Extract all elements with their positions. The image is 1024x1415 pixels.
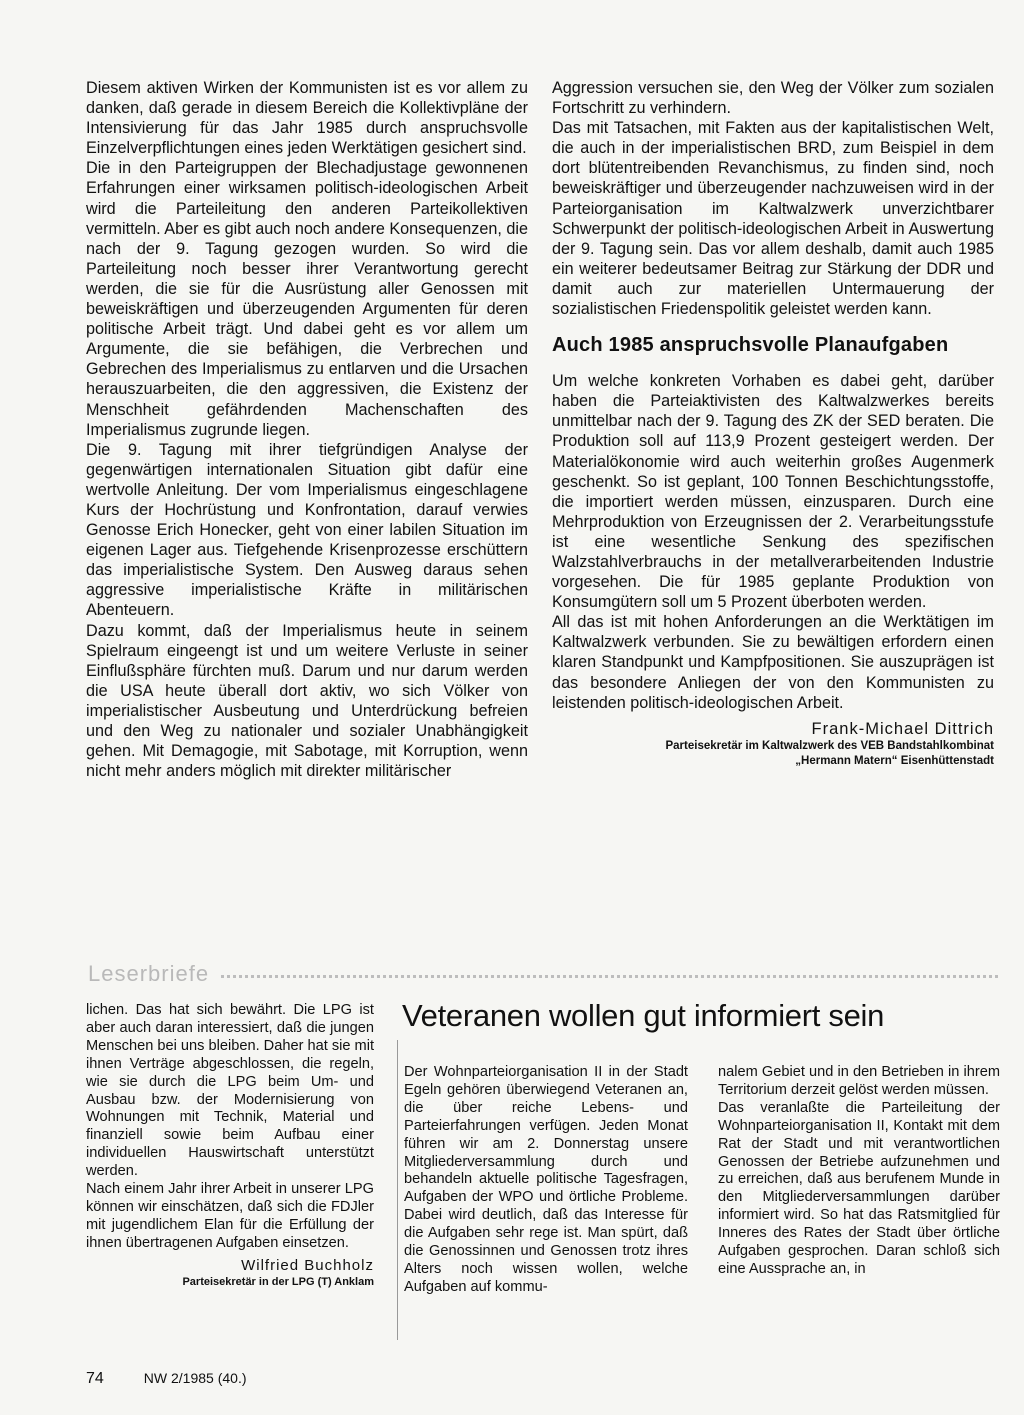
paragraph: nalem Gebiet und in den Betrieben in ihrem Territorium derzeit gelöst werden müssen. bbox=[718, 1064, 1000, 1098]
page-number: 74 bbox=[86, 1370, 104, 1387]
author-name: Frank-Michael Dittrich bbox=[811, 719, 994, 738]
upper-right-column bbox=[552, 78, 994, 769]
section-label: Leserbriefe bbox=[88, 961, 210, 986]
subheading: Auch 1985 anspruchsvolle Planaufgaben bbox=[552, 334, 949, 357]
paragraph: Nach einem Jahr ihrer Arbeit in unserer LPG können wir einschätzen, daß sich die FDJler mit jugendlichem Elan für die Erfüllung der ihnen übertragenen Aufgaben einsetzen. bbox=[86, 1181, 374, 1251]
letter-headline: Veteranen wollen gut informiert sein bbox=[402, 998, 885, 1033]
author-role bbox=[552, 739, 994, 769]
author-role-line: „Hermann Matern“ Eisenhüttenstadt bbox=[795, 754, 994, 767]
paragraph: Dazu kommt, daß der Imperialismus heute in seinem Spielraum eingeengt ist und um weitere Verluste in seiner Einflußsphäre fürchten muß. Darum und nur darum werden die USA heute überall dort aktiv, wo sich Völker von imperialistischer Ausbeutung und Unterdrückung befreien und den Weg zu nationaler und sozialer Unabhängigkeit gehen. Mit Demagogie, mit Sabotage, mit Korruption, wenn nicht mehr anders möglich mit direkter militärischer bbox=[86, 621, 528, 781]
dotted-rule bbox=[221, 975, 998, 978]
paragraph: lichen. Das hat sich bewährt. Die LPG ist aber auch daran interessiert, daß die jungen Menschen bei uns bleiben. Daher hat sie mit ihnen Verträge abgeschlossen, die regeln, wie sie durch die LPG beim Um- und Ausbau bzw. der Modernisierung von Wohnungen mit Technik, Material und finanziell sowie beim Aufbau einer individuellen Hauswirtschaft unterstützt werden. bbox=[86, 1002, 374, 1180]
paragraph: Der Wohnparteiorganisation II in der Stadt Egeln gehören überwiegend Veteranen an, die über reiche Lebens- und Parteierfahrungen verfügen. Jeden Monat führen wir am 2. Donnerstag unsere Mitgliederversammlung durch und behandeln aktuelle politische Tagesfragen, Aufgaben der WPO und örtliche Probleme. Dabei wird deutlich, daß das Interesse für die Aufgaben sehr rege ist. Man spürt, daß die Genossinnen und Genossen trotz ihres Alters noch wissen wollen, welche Aufgaben auf kommu- bbox=[404, 1064, 688, 1295]
author-name: Wilfried Buchholz bbox=[241, 1256, 374, 1274]
paragraph: Das veranlaßte die Parteileitung der Wohnparteiorganisation II, Kontakt mit dem Rat der Stadt und mit verantwortlichen Genossen der Betriebe aufzunehmen und zu erreichen, daß aus berufenem Munde in den Mitgliederversammlungen darüber informiert wird. So hat das Ratsmitglied für Inneres des Rates der Stadt über örtliche Aufgaben gesprochen. Daran schloß sich eine Aussprache an, in bbox=[718, 1099, 1000, 1277]
page-footer bbox=[86, 1370, 247, 1388]
lower-left-column bbox=[86, 1002, 374, 1290]
paragraph: Aggression versuchen sie, den Weg der Völker zum sozialen Fortschritt zu verhindern. bbox=[552, 79, 994, 118]
section-header bbox=[88, 960, 998, 988]
author-role-line: Parteisekretär im Kaltwalzwerk des VEB Bandstahlkombinat bbox=[665, 739, 994, 752]
upper-left-column bbox=[86, 78, 528, 781]
letter-column-left bbox=[404, 1064, 688, 1297]
paragraph: All das ist mit hohen Anforderungen an die Werktätigen im Kaltwalzwerk verbunden. Sie zu bewältigen erfordern einen klaren Standpunkt und Kampfpositionen. Sie auszuprägen ist das besondere Anliegen der von den Kommunisten zu leistenden politisch-ideologischen Arbeit. bbox=[552, 613, 994, 712]
issue-label: NW 2/1985 (40.) bbox=[143, 1370, 247, 1386]
paragraph: Diesem aktiven Wirken der Kommunisten ist es vor allem zu danken, daß gerade in diesem Bereich die Kollektivpläne der Intensivierung für das Jahr 1985 durch anspruchsvolle Einzelverpflichtungen eines jeden Werktätigen gesichert sind. bbox=[86, 79, 528, 158]
column-divider bbox=[397, 1040, 398, 1340]
paragraph: Das mit Tatsachen, mit Fakten aus der kapitalistischen Welt, die auch in der imperialistischen BRD, zum Beispiel in dem dort blütentreibenden Revanchismus, zu finden sind, noch beweiskräftiger und überzeugender nachzuweisen wird in der Parteiorganisation im Kaltwalzwerk unverzichtbarer Schwerpunkt der politisch-ideologischen Arbeit in Auswertung der 9. Tagung sein. Das vor allem deshalb, damit auch 1985 ein weiterer bedeutsamer Beitrag zur Stärkung der DDR und damit auch zur materiellen Untermauerung der sozialistischen Friedenspolitik geleistet werden kann. bbox=[552, 119, 994, 319]
letter-column-right bbox=[718, 1064, 1000, 1279]
paragraph: Die 9. Tagung mit ihrer tiefgründigen Analyse der gegenwärtigen internationalen Situation gibt dafür eine wertvolle Anleitung. Der vom Imperialismus eingeschlagene Kurs der Hochrüstung und Konfrontation, darauf verwies Genosse Erich Honecker, geht von einer labilen Situation im eigenen Lager aus. Tiefgehende Krisenprozesse erschüttern das imperialistische System. Den Ausweg daraus sehen aggressive imperialistische Kräfte in militärischen Abenteuern. bbox=[86, 440, 528, 620]
paragraph: Die in den Parteigruppen der Blechadjustage gewonnenen Erfahrungen einer wirksamen politisch-ideologischen Arbeit wird die Parteileitung den anderen Parteikollektiven vermitteln. Aber es gibt auch noch andere Konsequenzen, die nach der 9. Tagung gezogen wurden. So wird die Parteileitung noch besser ihrer Verantwortung gerecht werden, die sie für die Ausrüstung aller Genossen mit beweiskräftigen und überzeugenden Argumenten für deren politische Arbeit trägt. Und dabei geht es vor allem um Argumente, die sie befähigen, die Verbrechen und Gebrechen des Imperialismus zu entlarven und die Ursachen herauszuarbeiten, die den aggressiven, die Existenz der Menschheit gefährdenden Machenschaften des Imperialismus zugrunde liegen. bbox=[86, 159, 528, 439]
paragraph: Um welche konkreten Vorhaben es dabei geht, darüber haben die Parteiaktivisten des Kaltwalzwerkes bereits unmittelbar nach der 9. Tagung des ZK der SED beraten. Die Produktion soll auf 113,9 Prozent gesteigert werden. Der Materialökonomie wird auch weiterhin großes Augenmerk geschenkt. So ist geplant, 100 Tonnen Beschichtungsstoffe, die importiert werden müssen, einzusparen. Durch eine Mehrproduktion von Erzeugnissen der 2. Verarbeitungsstufe ist eine wesentliche Senkung des spezifischen Walzstahlverbrauchs in der metallverarbeitenden Industrie vorgesehen. Die für 1985 geplante Produktion von Konsumgütern soll um 5 Prozent überboten werden. bbox=[552, 372, 994, 612]
author-role: Parteisekretär in der LPG (T) Anklam bbox=[182, 1275, 374, 1288]
